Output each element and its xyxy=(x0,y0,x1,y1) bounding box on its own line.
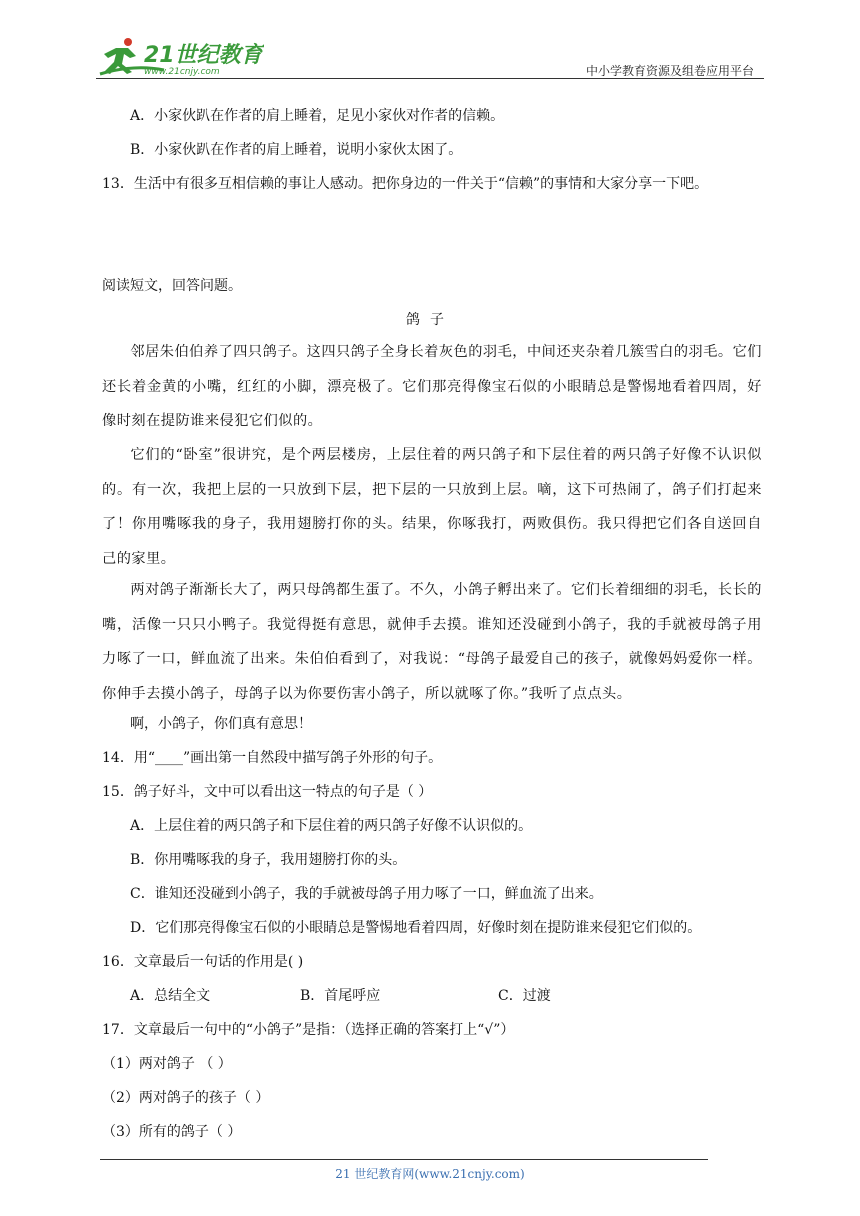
question-15: 15．鸽子好斗，文中可以看出这一特点的句子是（ ） xyxy=(102,784,433,800)
question-15-option-a: A．上层住着的两只鸽子和下层住着的两只鸽子好像不认识似的。 xyxy=(130,818,533,834)
logo-main-text: 21世纪教育 xyxy=(144,43,263,68)
question-17-item-1: （1）两对鸽子 （ ） xyxy=(102,1056,232,1072)
question-15-option-c: C．谁知还没碰到小鸽子，我的手就被母鸽子用力啄了一口，鲜血流了出来。 xyxy=(130,886,603,902)
question-13: 13．生活中有很多互相信赖的事让人感动。把你身边的一件关于“信赖”的事情和大家分享一下吧。 xyxy=(102,176,709,192)
option-b: B．小家伙趴在作者的肩上睡着，说明小家伙太困了。 xyxy=(130,142,463,158)
site-logo xyxy=(94,34,264,78)
question-14: 14．用“____”画出第一自然段中描写鸽子外形的句子。 xyxy=(102,750,443,766)
reading-intro: 阅读短文，回答问题。 xyxy=(102,278,242,294)
logo-url-text: www.21cnjy.com xyxy=(144,67,220,77)
passage-paragraph-3: 两对鸽子渐渐长大了，两只母鸽都生蛋了。不久，小鸽子孵出来了。它们长着细细的羽毛，长长的嘴，活像一只只小鸭子。我觉得挺有意思，就伸手去摸。谁知还没碰到小鸽子，我的手就被母鸽子用力啄了一口，鲜血流了出来。朱伯伯看到了，对我说：“母鸽子最爱自己的孩子，就像妈妈爱你一样。你伸手去摸小鸽子，母鸽子以为你要伤害小鸽子，所以就啄了你。”我听了点点头。 xyxy=(102,582,762,702)
option-a: A．小家伙趴在作者的肩上睡着，足见小家伙对作者的信赖。 xyxy=(130,108,505,124)
footer-divider xyxy=(100,1159,708,1160)
header-divider xyxy=(96,78,764,79)
question-16: 16．文章最后一句话的作用是( ) xyxy=(102,954,304,970)
passage-paragraph-1: 邻居朱伯伯养了四只鸽子。这四只鸽子全身长着灰色的羽毛，中间还夹杂着几簇雪白的羽毛。它们还长着金黄的小嘴，红红的小脚，漂亮极了。它们那亮得像宝石似的小眼睛总是警惕地看着四周，好像时刻在提防谁来侵犯它们似的。 xyxy=(102,344,762,429)
platform-name: 中小学教育资源及组卷应用平台 xyxy=(585,64,754,78)
passage-paragraph-4: 啊，小鸽子，你们真有意思！ xyxy=(130,716,312,732)
page-header xyxy=(0,0,860,80)
footer-text: 21 世纪教育网(www.21cnjy.com) xyxy=(335,1167,525,1181)
question-16-option-b: B．首尾呼应 xyxy=(300,988,381,1004)
question-16-option-c: C．过渡 xyxy=(498,988,551,1004)
passage-paragraph-2: 它们的“卧室”很讲究，是个两层楼房，上层住着的两只鸽子和下层住着的两只鸽子好像不认识似的。有一次，我把上层的一只放到下层，把下层的一只放到上层。嘀，这下可热闹了，鸽子们打起来了！你用嘴啄我的身子，我用翅膀打你的头。结果，你啄我打，两败俱伤。我只得把它们各自送回自己的家里。 xyxy=(102,447,762,567)
question-15-option-d: D．它们那亮得像宝石似的小眼睛总是警惕地看着四周，好像时刻在提防谁来侵犯它们似的。 xyxy=(130,920,702,936)
question-17-item-3: （3）所有的鸽子（ ） xyxy=(102,1124,242,1140)
question-17: 17．文章最后一句中的“小鸽子”是指：（选择正确的答案打上“√”） xyxy=(102,1022,515,1038)
question-17-item-2: （2）两对鸽子的孩子（ ） xyxy=(102,1090,270,1106)
question-16-option-a: A．总结全文 xyxy=(130,988,211,1004)
question-15-option-b: B．你用嘴啄我的身子，我用翅膀打你的头。 xyxy=(130,852,407,868)
passage-title: 鸽子 xyxy=(406,312,454,328)
